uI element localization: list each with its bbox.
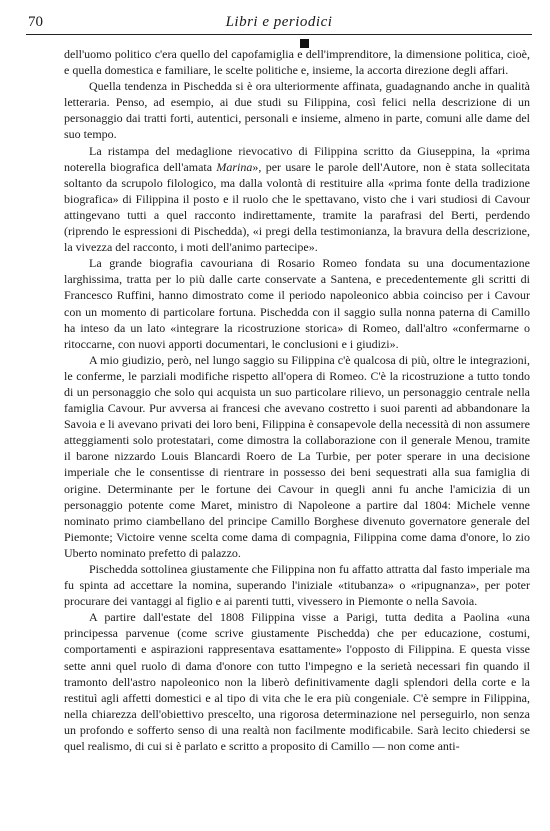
body-text	[64, 46, 530, 754]
paragraph-continuation: dell'uomo politico c'era quello del capofamiglia e dell'imprenditore, la dimensione politica, cioè, e quella domestica e familiare, le scelte politiche e, insieme, la accorta direzione degli affari.	[64, 47, 530, 78]
running-title: Libri e periodici	[225, 14, 333, 30]
paragraph: A mio giudizio, però, nel lungo saggio su Filippina c'è qualcosa di più, oltre le integrazioni, le conferme, le parziali modifiche rispetto all'opera di Romeo. C'è la ricostruzione a tutto tondo di un personaggio che solo qui acquista un suo particolare rilievo, un personaggio centrale nella famiglia Cavour. Pur avversa ai francesi che avevano costretto i suoi parenti ad abbandonare la Savoia e li avevano privati dei loro beni, Filippina è consapevole della necessità di non assumere atteggiamenti solo protestatari, come dimostra la collaborazione con il generale Menou, tramite il barone nizzardo Louis Blancardi Roero de La Turbie, per poter sperare in una decisione imperiale che le consentisse di rientrare in possesso dei beni sequestrati alla sua famiglia di origine. Determinante per le fortune dei Cavour in quegli anni fu anche l'amicizia di un personaggio potente come Maret, ministro di Napoleone a partire dal 1804: Michele venne nominato primo ciambellano del principe Camillo Borghese divenuto governatore generale del Piemonte; Victoire venne scelta come dama di compagnia, Filippina come dama d'onore, lo zio Uberto nominato prefetto di palazzo.	[64, 352, 530, 560]
page-number: 70	[28, 14, 43, 30]
paragraph: A partire dall'estate del 1808 Filippina visse a Parigi, tutta dedita a Paolina «una principessa parvenue (come scrive giustamente Pischedda) che per educazione, costumi, comportamenti e aspirazioni rappresentava esattamente» l'opposto di Filippina. E questa visse sette anni quel ruolo di dama d'onore con tutto l'impegno e la serietà necessari fin quando il tramonto dell'astro napoleonico non la liberò definitivamente dagli splendori della corte e la restituì agli affetti domestici e al tipo di vita che le era più congeniale. C'è sempre in Filippina, nella chiarezza dell'obiettivo prescelto, una rigorosa determinazione nel perseguirlo, non senza un profondo e sofferto senso di una realtà non facilmente modificabile. Sarà lecito chiedersi se quel realismo, di cui si è parlato e scritto a proposito di Camillo — non come anti-	[64, 610, 530, 754]
page-header	[26, 14, 532, 34]
paragraph: La grande biografia cavouriana di Rosario Romeo fondata su una documentazione larghissima, tratta per lo più dalle carte conservate a Santena, e precedentemente gli scritti di Francesco Ruffini, hanno dimostrato come il periodo napoleonico abbia coinciso per i Cavour con un momento di particolare fortuna. Pischedda con il saggio sulla nonna paterna di Camillo ha inteso da un lato «integrare la ricostruzione storica» di Romeo, dall'altro «confermarne o ritoccarne, con nuovi apporti documentari, le conclusioni e i giudizi».	[64, 256, 530, 351]
paragraph: Pischedda sottolinea giustamente che Filippina non fu affatto attratta dal fasto imperiale ma fu spinta ad accettare la nomina, superando l'iniziale «titubanza» o «ripugnanza», per poter procurare dei vantaggi al figlio e ai parenti tutti, vivessero in Piemonte o nella Savoia.	[64, 562, 530, 609]
paragraph: Quella tendenza in Pischedda si è ora ulteriormente affinata, guadagnando anche in qualità letteraria. Penso, ad esempio, ai due studi su Filippina, così felici nella descrizione di un personaggio dai tratti forti, autentici, personali e insieme, almeno in parte, comuni alle dame del suo tempo.	[64, 79, 530, 142]
italic-title: Marina	[216, 159, 253, 174]
header-rule	[26, 34, 532, 35]
paragraph: La ristampa del medaglione rievocativo di Filippina scritto da Giuseppina, la «prima noterella biografica dell'amata Marina», per usare le parole dell'Autore, non è stata sollecitata soltanto da scrupolo filologico, ma dalla volontà di restituire alla «prima fonte della tradizione biografica» di Filippina il posto e il ruolo che le spettavano, visto che i vari studiosi di Cavour attingevano tutti a quel racconto indirettamente, tramite la parafrasi del Berti, perdendo (riprendo le espressioni di Pischedda), «i pregi della testimonianza, la bravura della descrizione, la vivezza del racconto, i moti dell'animo partecipe».	[64, 143, 530, 255]
